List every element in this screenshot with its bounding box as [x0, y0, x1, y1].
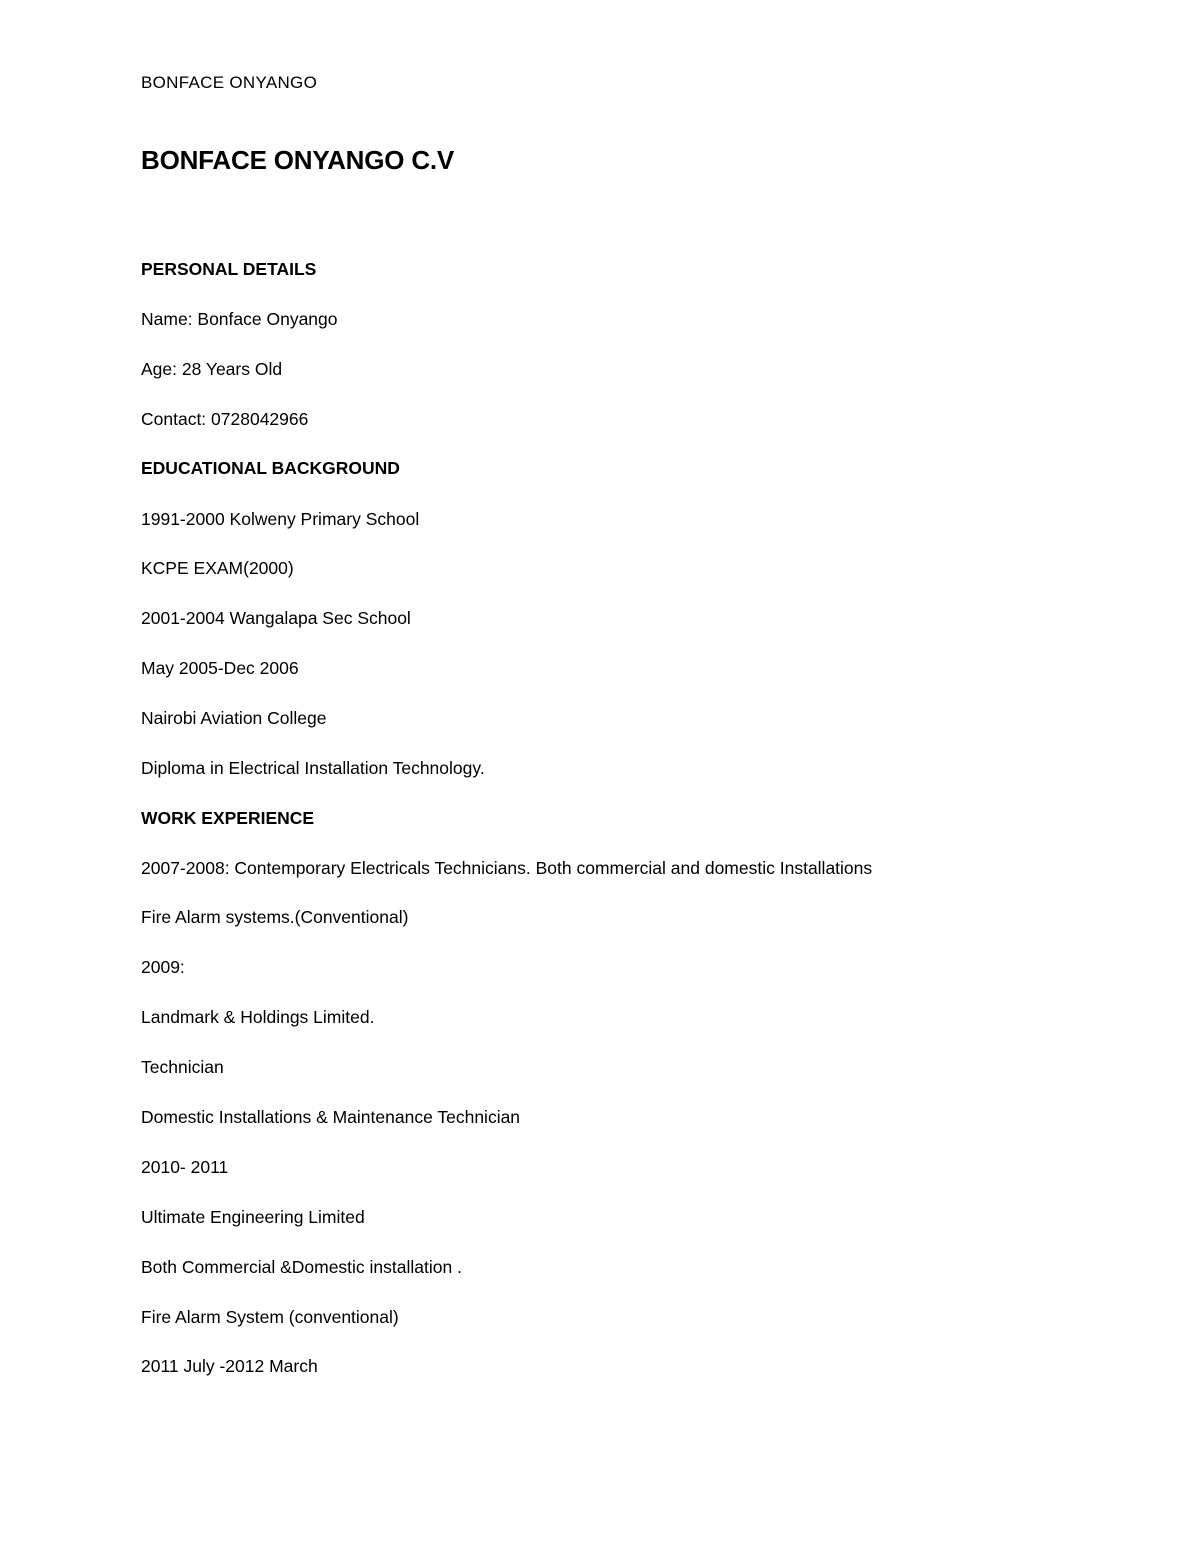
education-item: KCPE EXAM(2000): [141, 558, 294, 578]
education-item: Nairobi Aviation College: [141, 708, 327, 728]
education-item: 2001-2004 Wangalapa Sec School: [141, 608, 411, 628]
personal-contact: Contact: 0728042966: [141, 409, 309, 429]
work-item: 2007-2008: Contemporary Electricals Technicians. Both commercial and domestic Installations: [141, 858, 873, 878]
education-heading: EDUCATIONAL BACKGROUND: [141, 458, 400, 478]
work-item: Fire Alarm System (conventional): [141, 1307, 399, 1327]
work-item: Fire Alarm systems.(Conventional): [141, 907, 409, 927]
personal-details-heading: PERSONAL DETAILS: [141, 259, 317, 279]
work-experience-heading: WORK EXPERIENCE: [141, 808, 315, 828]
work-item: Technician: [141, 1057, 224, 1077]
education-item: May 2005-Dec 2006: [141, 658, 299, 678]
personal-name: Name: Bonface Onyango: [141, 309, 338, 329]
work-item: Both Commercial &Domestic installation .: [141, 1257, 462, 1277]
document-title: BONFACE ONYANGO C.V: [141, 145, 455, 175]
work-item: Ultimate Engineering Limited: [141, 1207, 365, 1227]
work-item: 2011 July -2012 March: [141, 1356, 318, 1376]
page-header: BONFACE ONYANGO: [141, 73, 318, 92]
work-item: 2009:: [141, 957, 185, 977]
work-item: 2010- 2011: [141, 1157, 229, 1177]
personal-age: Age: 28 Years Old: [141, 359, 283, 379]
education-item: 1991-2000 Kolweny Primary School: [141, 509, 420, 529]
work-item: Landmark & Holdings Limited.: [141, 1007, 375, 1027]
work-item: Domestic Installations & Maintenance Technician: [141, 1107, 521, 1127]
education-item: Diploma in Electrical Installation Technology.: [141, 758, 485, 778]
